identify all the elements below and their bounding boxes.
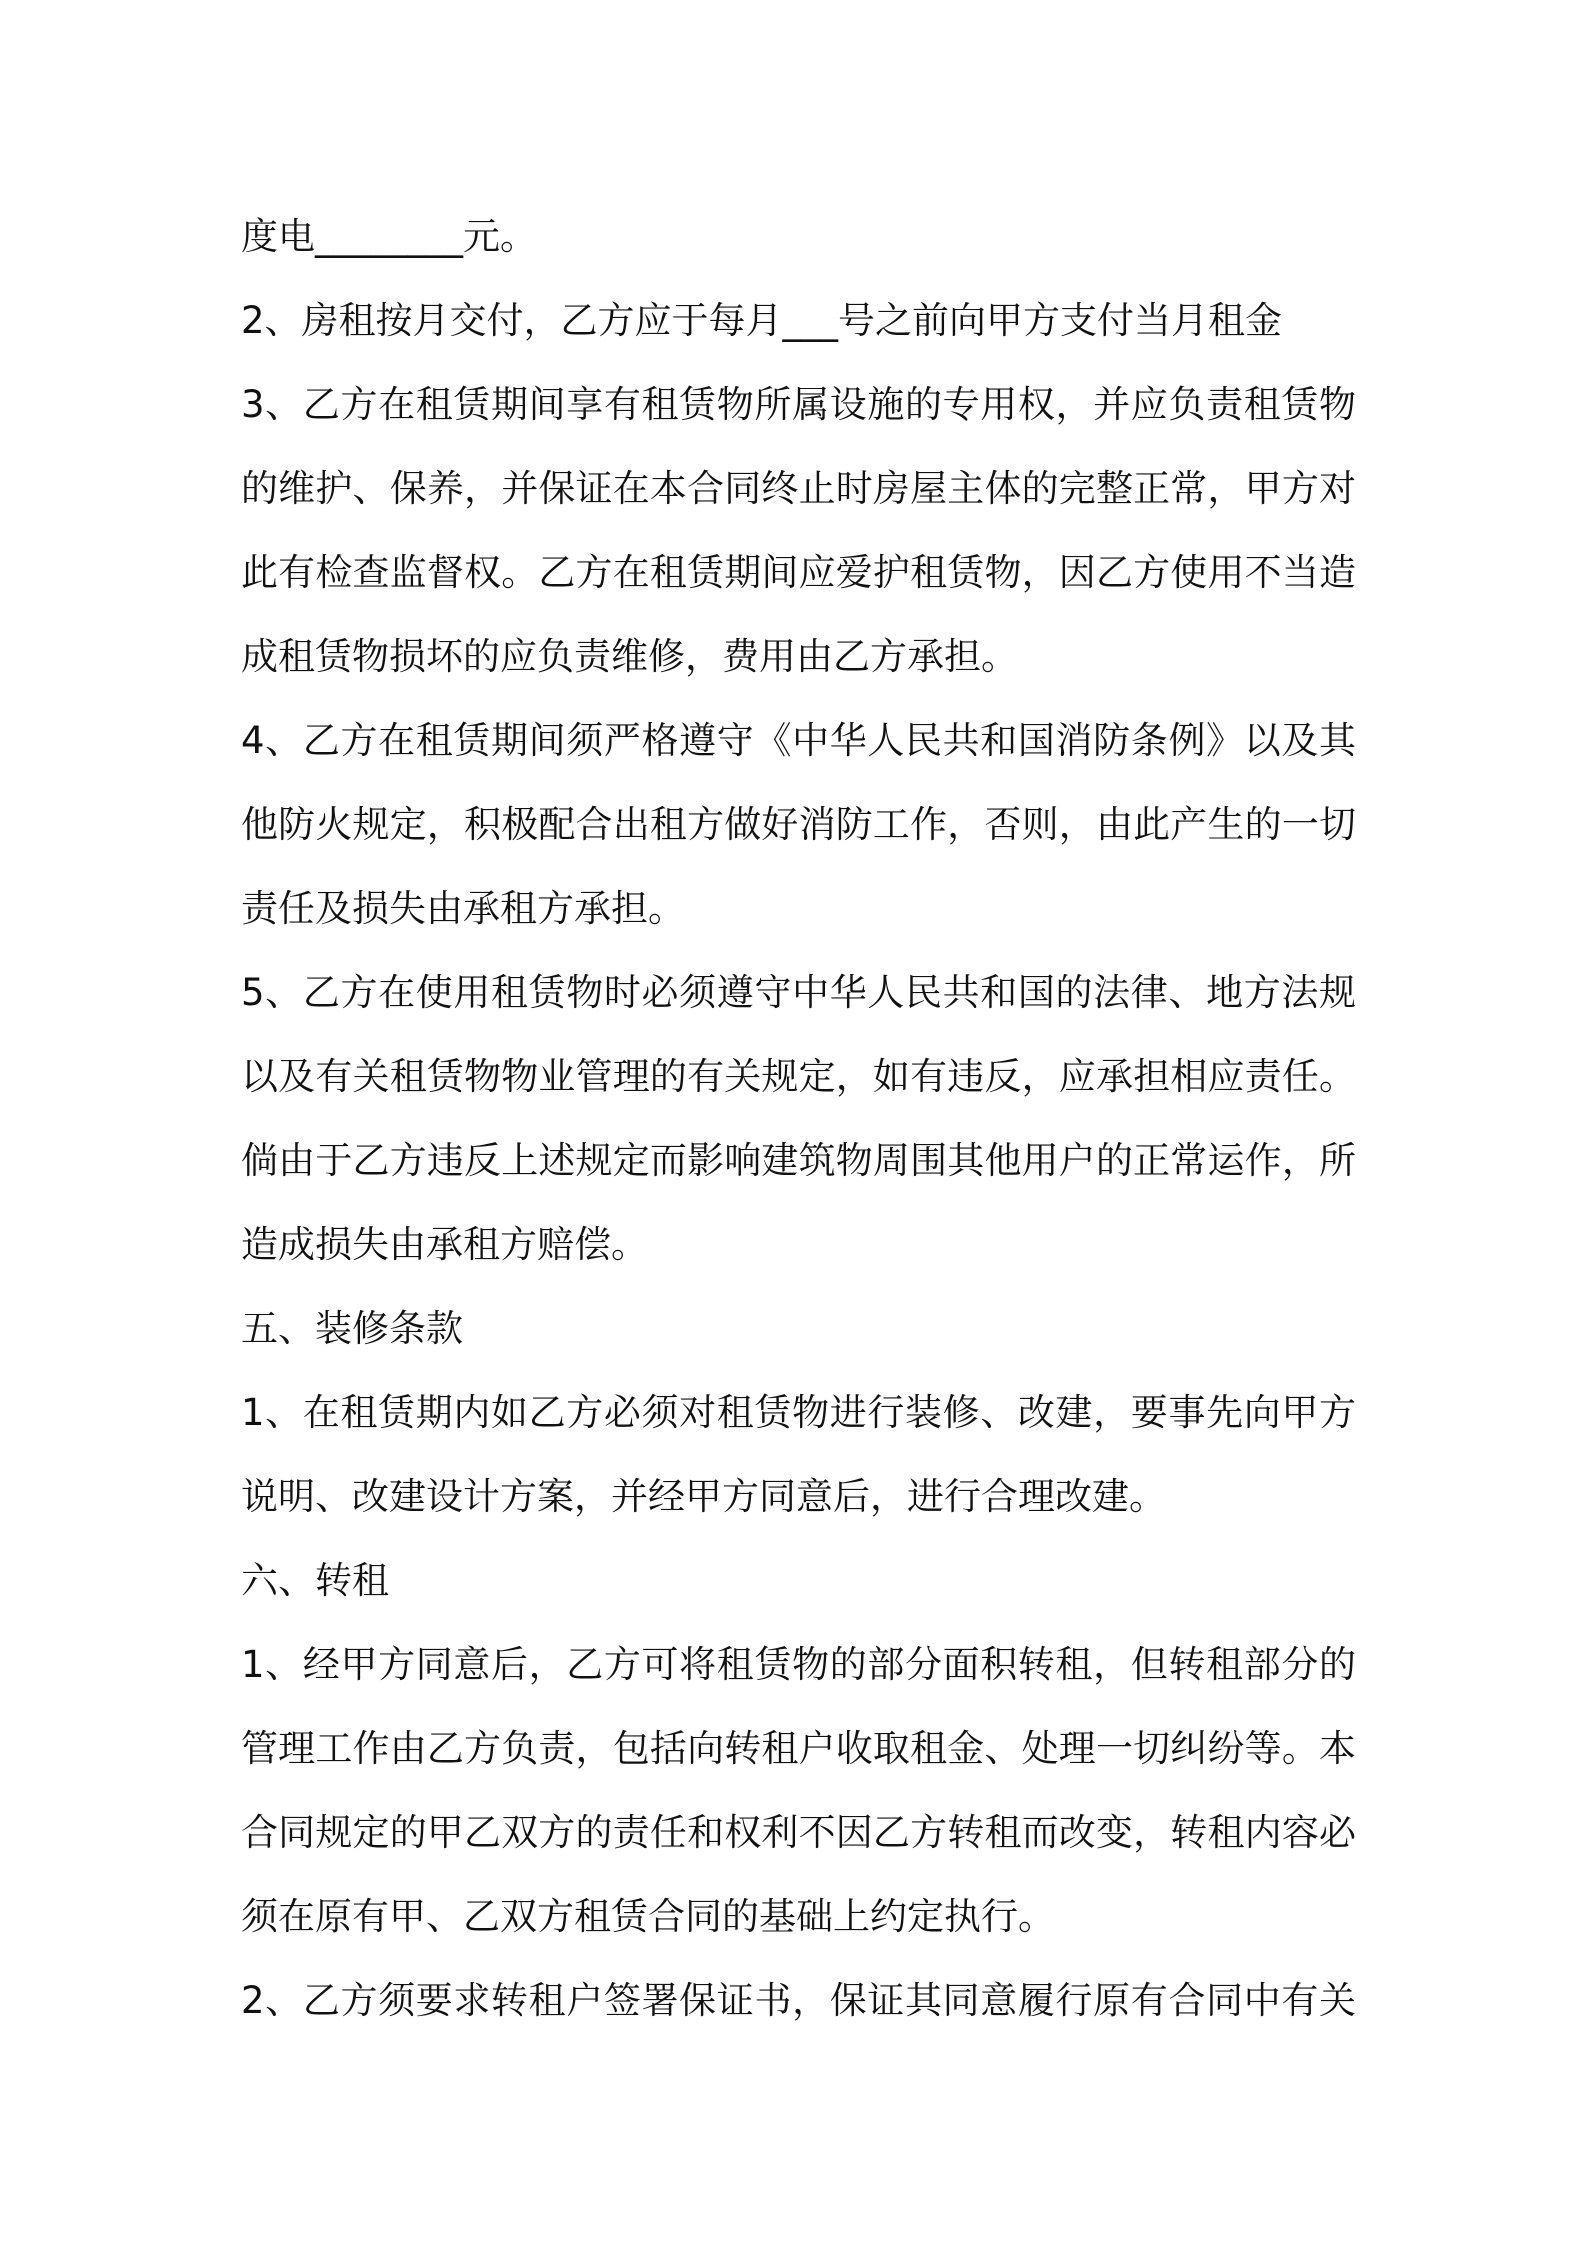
section-heading: 五、装修条款 xyxy=(241,1307,463,1350)
document-body xyxy=(241,195,1356,2043)
text-line: 须在原有甲、乙双方租赁合同的基础上约定执行。 xyxy=(241,1895,1055,1938)
section-heading: 六、转租 xyxy=(241,1559,389,1602)
text-line: 的维护、保养，并保证在本合同终止时房屋主体的完整正常，甲方对 xyxy=(241,467,1356,510)
text-line: 2、房租按月交付，乙方应于每月___号之前向甲方支付当月租金 xyxy=(241,299,1283,342)
text-line: 倘由于乙方违反上述规定而影响建筑物周围其他用户的正常运作，所 xyxy=(241,1139,1356,1182)
text-line: 2、乙方须要求转租户签署保证书，保证其同意履行原有合同中有关 xyxy=(241,1979,1356,2022)
text-line: 以及有关租赁物物业管理的有关规定，如有违反，应承担相应责任。 xyxy=(241,1055,1356,1098)
text-line: 度电________元。 xyxy=(241,215,537,258)
text-line: 责任及损失由承租方承担。 xyxy=(241,887,685,930)
text-line: 5、乙方在使用租赁物时必须遵守中华人民共和国的法律、地方法规 xyxy=(241,971,1356,1014)
text-line: 管理工作由乙方负责，包括向转租户收取租金、处理一切纠纷等。本 xyxy=(241,1727,1356,1770)
text-line: 成租赁物损坏的应负责维修，费用由乙方承担。 xyxy=(241,635,1018,678)
text-line: 3、乙方在租赁期间享有租赁物所属设施的专用权，并应负责租赁物 xyxy=(241,383,1356,426)
text-line: 合同规定的甲乙双方的责任和权利不因乙方转租而改变，转租内容必 xyxy=(241,1811,1356,1854)
text-line: 他防火规定，积极配合出租方做好消防工作，否则，由此产生的一切 xyxy=(241,803,1356,846)
text-line: 1、在租赁期内如乙方必须对租赁物进行装修、改建，要事先向甲方 xyxy=(241,1391,1356,1434)
text-line: 4、乙方在租赁期间须严格遵守《中华人民共和国消防条例》以及其 xyxy=(241,719,1356,762)
text-line: 此有检查监督权。乙方在租赁期间应爱护租赁物，因乙方使用不当造 xyxy=(241,551,1356,594)
text-line: 1、经甲方同意后，乙方可将租赁物的部分面积转租，但转租部分的 xyxy=(241,1643,1356,1686)
text-line: 说明、改建设计方案，并经甲方同意后，进行合理改建。 xyxy=(241,1475,1166,1518)
text-line: 造成损失由承租方赔偿。 xyxy=(241,1223,648,1266)
